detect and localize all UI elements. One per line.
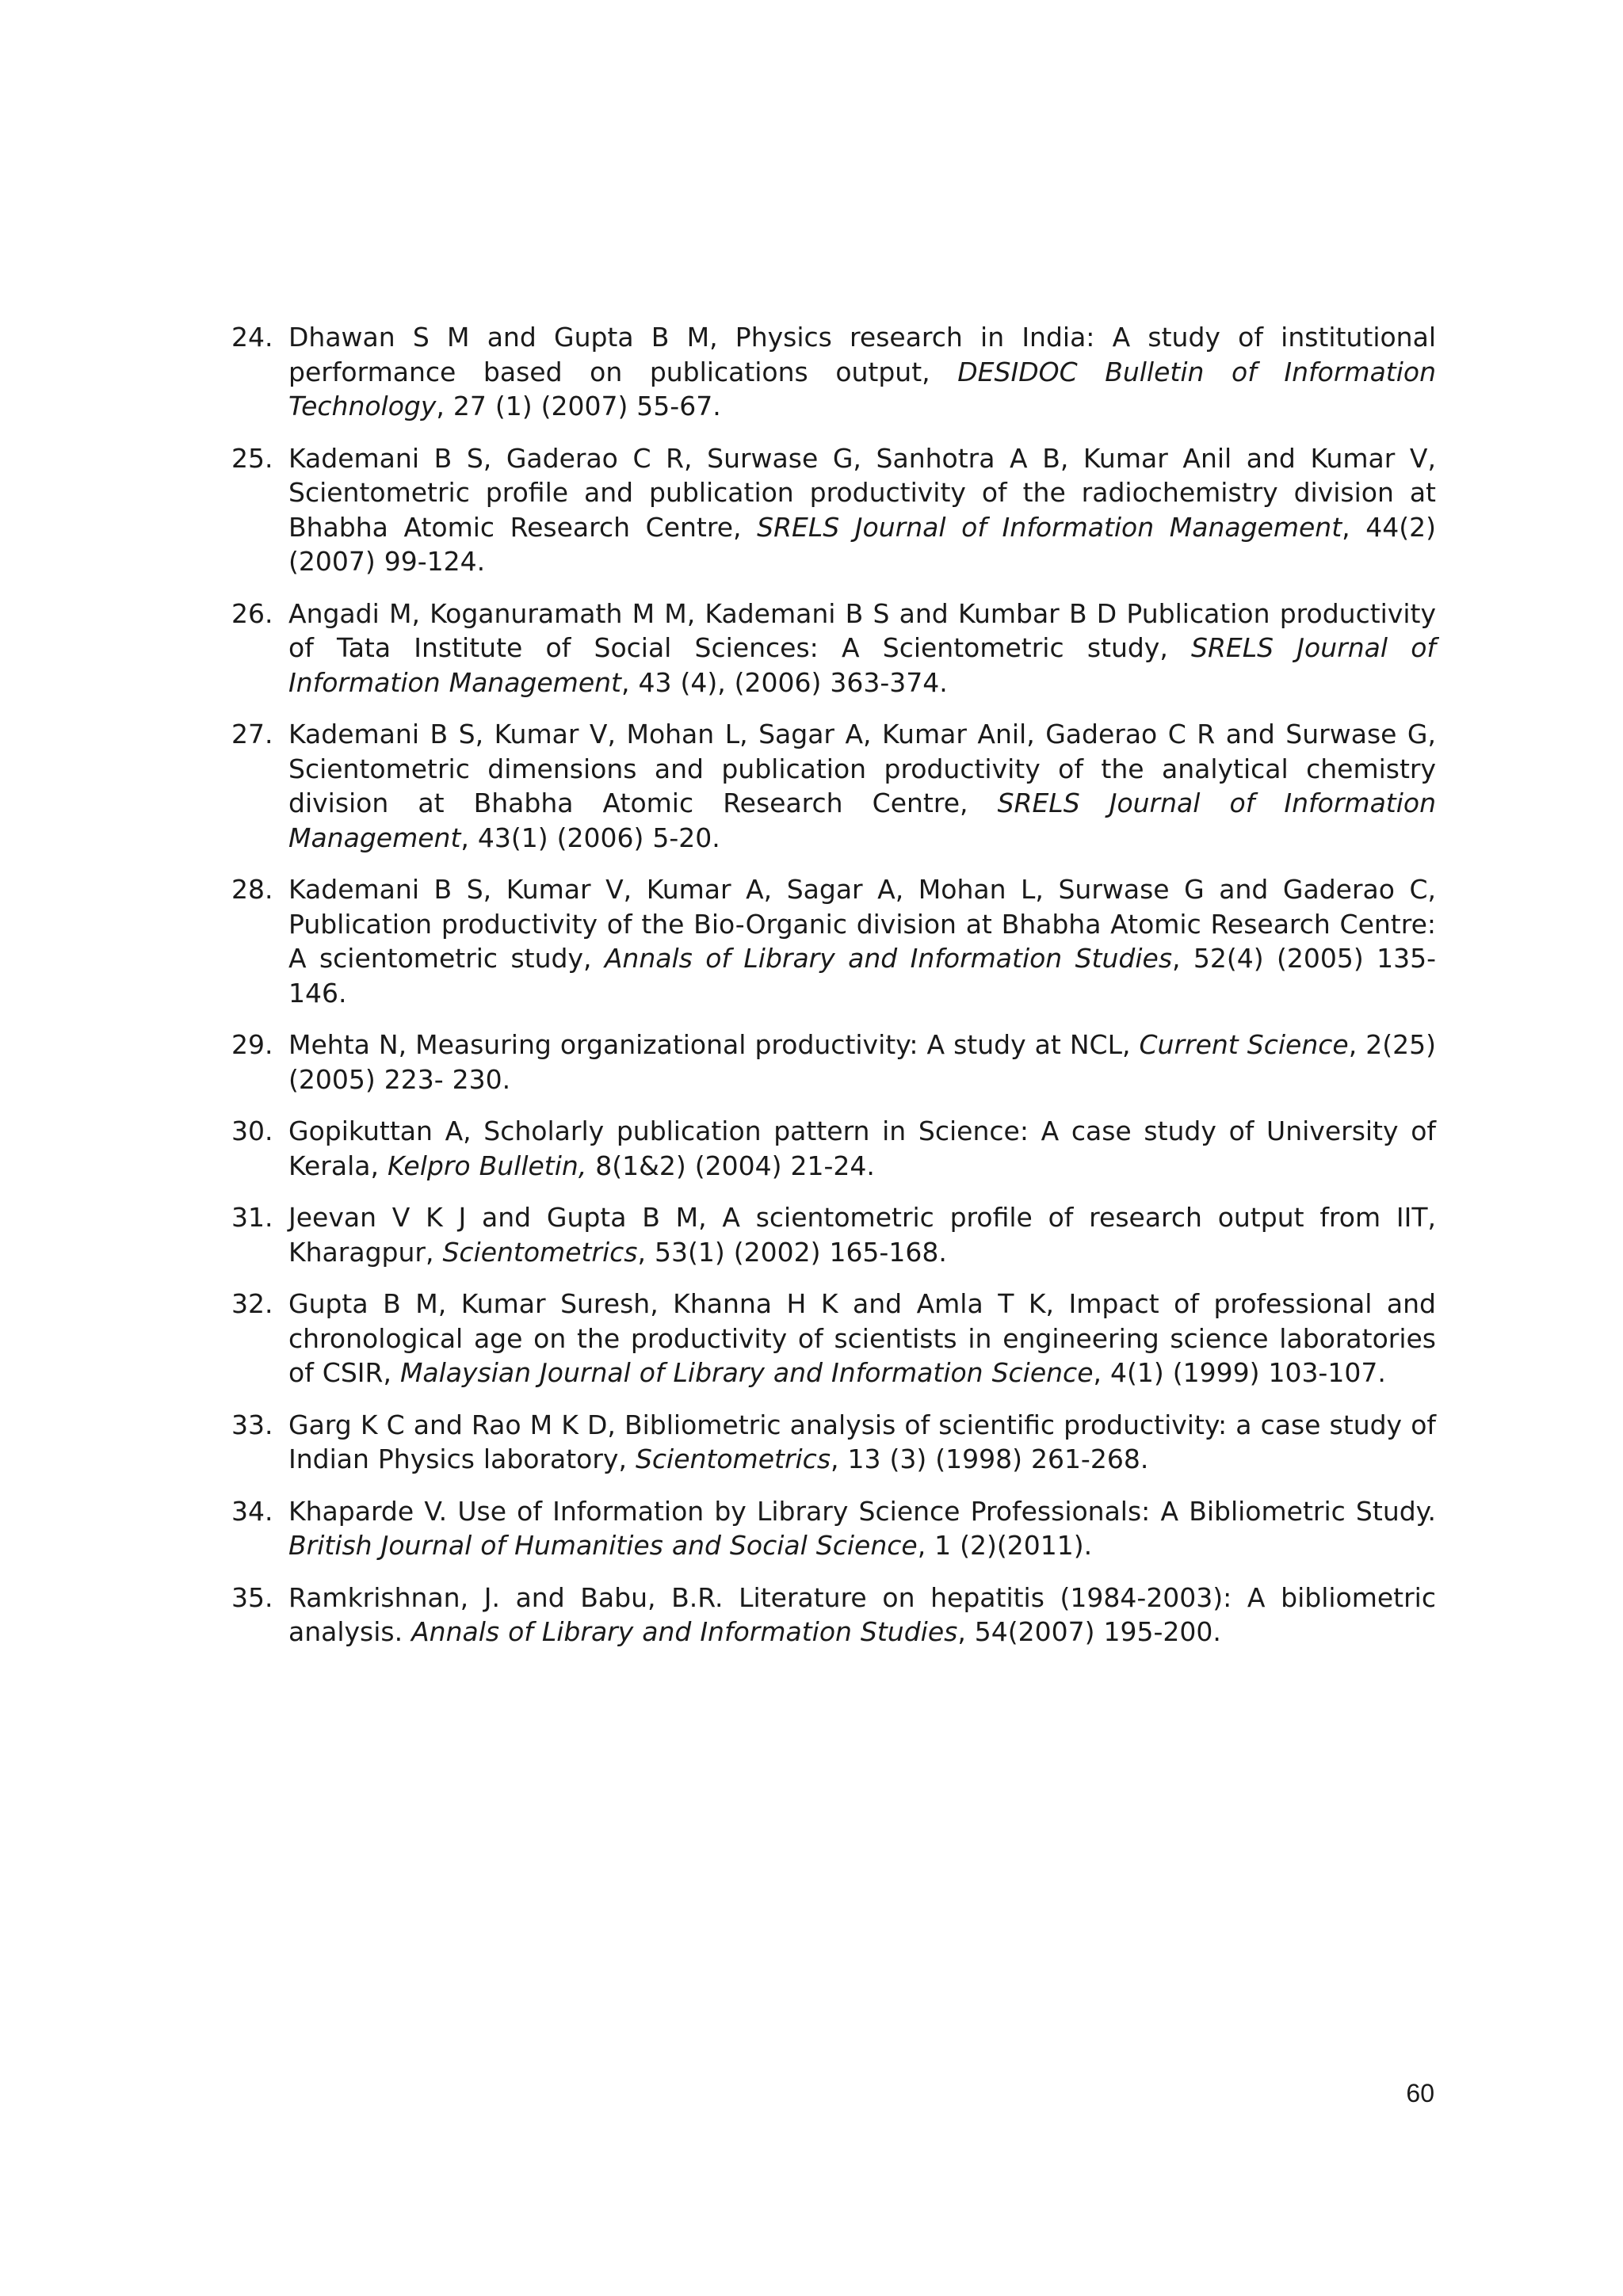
reference-journal: DESIDOC Bulletin of Information Technology bbox=[288, 356, 1437, 421]
reference-text bbox=[288, 1408, 1436, 1477]
reference-text bbox=[288, 1028, 1436, 1097]
reference-authors-title: Gupta B M, Kumar Suresh, Khanna H K and Amla T K, Impact of professional and chronological age on the productivity of scientists in engineering science laboratories of CSIR, bbox=[288, 1288, 1436, 1388]
page-number: 60 bbox=[1406, 2079, 1434, 2107]
reference-text bbox=[288, 1581, 1436, 1650]
reference-journal: Annals of Library and Information Studies bbox=[604, 943, 1173, 974]
reference-text bbox=[288, 441, 1436, 579]
reference-item bbox=[231, 1408, 1436, 1477]
reference-text bbox=[288, 872, 1436, 1010]
reference-number: 27. bbox=[231, 719, 273, 749]
reference-text bbox=[288, 1200, 1436, 1269]
reference-text bbox=[288, 1494, 1436, 1563]
reference-item bbox=[231, 441, 1436, 579]
reference-item bbox=[231, 1114, 1436, 1183]
reference-text bbox=[288, 717, 1436, 855]
reference-text bbox=[288, 597, 1436, 700]
reference-item bbox=[231, 1494, 1436, 1563]
reference-journal: SRELS Journal of Information Management bbox=[288, 632, 1436, 698]
reference-number: 35. bbox=[231, 1581, 273, 1613]
reference-item bbox=[231, 1287, 1436, 1390]
reference-volume-pages: , 2(25) (2005) 223- 230. bbox=[288, 1029, 1436, 1095]
reference-number: 33. bbox=[231, 1409, 273, 1440]
reference-volume-pages: , 13 (3) (1998) 261-268. bbox=[831, 1444, 1149, 1474]
reference-item bbox=[231, 320, 1436, 424]
reference-item bbox=[231, 597, 1436, 700]
reference-volume-pages: , 43 (4), (2006) 363-374. bbox=[621, 666, 948, 698]
reference-item bbox=[231, 1028, 1436, 1097]
reference-journal: Malaysian Journal of Library and Information Science bbox=[399, 1357, 1094, 1388]
reference-authors-title: Jeevan V K J and Gupta B M, A scientometric profile of research output from IIT, Kharagpur, bbox=[288, 1202, 1436, 1268]
reference-volume-pages: , 53(1) (2002) 165-168. bbox=[637, 1236, 947, 1268]
reference-authors-title: Mehta N, Measuring organizational productivity: A study at NCL, bbox=[288, 1029, 1140, 1060]
reference-journal: Annals of Library and Information Studies bbox=[411, 1616, 958, 1647]
reference-authors-title: Dhawan S M and Gupta B M, Physics research in India: A study of institutional performance based on publications output, bbox=[288, 322, 1436, 387]
reference-journal: Scientometrics bbox=[635, 1444, 831, 1474]
reference-journal: Current Science bbox=[1139, 1029, 1349, 1060]
reference-volume-pages: , 54(2007) 195-200. bbox=[957, 1616, 1221, 1647]
reference-volume-pages: , 43(1) (2006) 5-20. bbox=[460, 822, 720, 853]
reference-number: 28. bbox=[231, 874, 273, 905]
reference-number: 30. bbox=[231, 1116, 273, 1146]
reference-item bbox=[231, 1581, 1436, 1650]
reference-journal: Kelpro Bulletin, bbox=[387, 1150, 587, 1181]
reference-volume-pages: 8(1&2) (2004) 21-24. bbox=[586, 1150, 875, 1181]
reference-journal: British Journal of Humanities and Social Science bbox=[288, 1530, 918, 1561]
reference-volume-pages: , 52(4) (2005) 135-146. bbox=[288, 943, 1436, 1009]
reference-list bbox=[231, 320, 1436, 1667]
reference-volume-pages: , 44(2) (2007) 99-124. bbox=[288, 511, 1436, 577]
reference-authors-title: Garg K C and Rao M K D, Bibliometric analysis of scientific productivity: a case study of Indian Physics laboratory, bbox=[288, 1409, 1436, 1474]
reference-item bbox=[231, 872, 1436, 1010]
reference-item bbox=[231, 1200, 1436, 1269]
reference-text bbox=[288, 1287, 1436, 1390]
reference-journal: SRELS Journal of Information Management bbox=[757, 511, 1342, 543]
reference-number: 32. bbox=[231, 1288, 273, 1319]
reference-number: 31. bbox=[231, 1202, 273, 1233]
reference-number: 25. bbox=[231, 442, 273, 474]
reference-text bbox=[288, 1114, 1436, 1183]
reference-volume-pages: , 4(1) (1999) 103-107. bbox=[1093, 1357, 1386, 1388]
reference-authors-title: Kademani B S, Kumar V, Mohan L, Sagar A, Kumar Anil, Gaderao C R and Surwase G, Scientometric dimensions and publication productivity of the analytical chemistry division at Bhabha Atomic Research Centre, bbox=[288, 719, 1436, 818]
reference-volume-pages: , 27 (1) (2007) 55-67. bbox=[436, 391, 721, 421]
reference-text bbox=[288, 320, 1436, 424]
reference-journal: SRELS Journal of Information Management bbox=[288, 788, 1436, 853]
reference-item bbox=[231, 717, 1436, 855]
reference-number: 24. bbox=[231, 322, 273, 353]
reference-authors-title: Kademani B S, Kumar V, Kumar A, Sagar A, Mohan L, Surwase G and Gaderao C, Publication productivity of the Bio-Organic division at Bhabha Atomic Research Centre: A scientometric study, bbox=[288, 874, 1436, 974]
reference-authors-title: Angadi M, Koganuramath M M, Kademani B S and Kumbar B D Publication productivity of Tata Institute of Social Sciences: A Scientometric study, bbox=[288, 597, 1436, 663]
reference-number: 26. bbox=[231, 597, 273, 629]
reference-volume-pages: , 1 (2)(2011). bbox=[917, 1530, 1093, 1561]
reference-authors-title: Kademani B S, Gaderao C R, Surwase G, Sanhotra A B, Kumar Anil and Kumar V, Scientometric profile and publication productivity of the radiochemistry division at Bhabha Atomic Research Centre, bbox=[288, 442, 1436, 543]
reference-authors-title: Ramkrishnan, J. and Babu, B.R. Literature on hepatitis (1984-2003): A bibliometric analysis. bbox=[288, 1581, 1436, 1647]
reference-number: 34. bbox=[231, 1495, 273, 1527]
reference-authors-title: Gopikuttan A, Scholarly publication pattern in Science: A case study of University of Kerala, bbox=[288, 1116, 1436, 1181]
reference-journal: Scientometrics bbox=[442, 1236, 638, 1268]
reference-number: 29. bbox=[231, 1029, 273, 1060]
reference-authors-title: Khaparde V. Use of Information by Library Science Professionals: A Bibliometric Study. bbox=[288, 1495, 1436, 1527]
